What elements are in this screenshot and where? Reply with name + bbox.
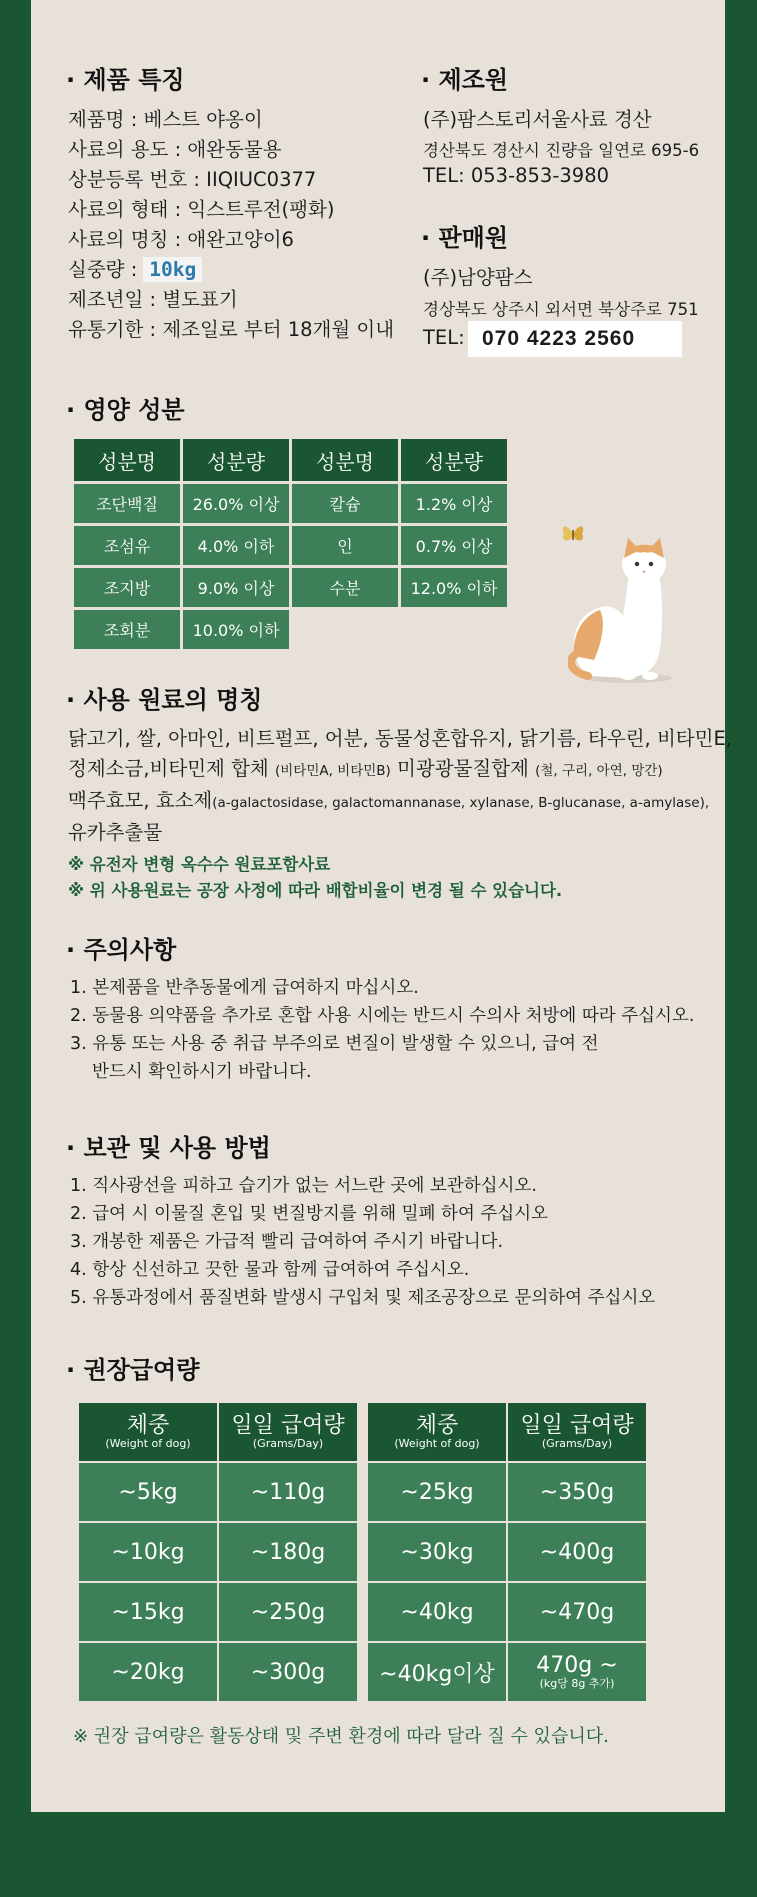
date-line: 제조년일 : 별도표기 [68,288,238,311]
nutrition-header: 성분명 [291,438,400,483]
seller-title: · 판매원 [421,224,509,252]
weight-label: 실중량 : [68,258,138,281]
nutrition-cell: 12.0% 이하 [400,567,509,609]
feeding-table-left [77,1401,359,1703]
feeding-header-text: 일일 급여량 [231,1413,345,1439]
caution-item: 반드시 확인하시기 바랍니다. [92,1062,312,1082]
storage-item: 4. 항상 신선하고 끗한 물과 함께 급여하여 주십시오. [70,1260,470,1280]
weight-line [68,254,394,284]
feeding-amount-cell: ~110g [218,1462,358,1522]
feeding-header-sub: (Grams/Day) [541,1437,613,1451]
feature-line: 사료의 형태 : 익스트루전(팽화) [68,198,335,221]
nutrition-cell: 칼슘 [291,483,400,525]
feeding-header-text: 체중 [415,1413,459,1439]
nutrition-title: · 영양 성분 [66,396,185,424]
seller-name: (주)남양팜스 [423,266,533,289]
feeding-amount-cell: ~180g [218,1522,358,1582]
caution-item: 1. 본제품을 반추동물에게 급여하지 마십시오. [70,978,419,998]
storage-list [70,1172,655,1312]
cautions-list [70,974,694,1086]
storage-item: 1. 직사광선을 피하고 습기가 없는 서느란 곳에 보관하십시오. [70,1176,537,1196]
ingredients-line [68,786,732,818]
feeding-title: · 권장급여량 [66,1356,200,1384]
storage-item: 5. 유통과정에서 품질변화 발생시 구입처 및 제조공장으로 문의하여 주십시오 [70,1288,656,1308]
manufacturer-title: · 제조원 [421,66,509,94]
seller-tel-box: 070 4223 2560 [468,321,682,357]
ingredients-line: 유카추출물 [68,821,163,844]
feeding-weight-cell: ~25kg [367,1462,507,1522]
ingredients-small-text: (철, 구리, 아연, 망간) [535,763,663,779]
feeding-weight-cell: ~20kg [78,1642,218,1702]
ingredients-block [68,724,732,904]
ingredients-small-text: (비타민A, 비타민B) [274,763,391,779]
nutrition-cell: 조지방 [73,567,182,609]
nutrition-empty-cell [291,609,400,651]
nutrition-cell: 10.0% 이하 [182,609,291,651]
feature-line: 상분등록 번호 : IIQIUC0377 [68,168,317,191]
features-list [68,104,394,344]
nutrition-cell: 26.0% 이상 [182,483,291,525]
caution-item: 3. 유통 또는 사용 중 취급 부주의로 변질이 발생할 수 있으니, 급여 전 [70,1034,599,1054]
feeding-header-weight [367,1402,507,1462]
storage-title: · 보관 및 사용 방법 [66,1134,271,1162]
features-title: · 제품 특징 [66,66,185,94]
ingredients-note: ※ 유전자 변형 옥수수 원료포함사료 [68,855,331,874]
nutrition-cell: 조단백질 [73,483,182,525]
feeding-header-daily [507,1402,647,1462]
feeding-weight-cell: ~30kg [367,1522,507,1582]
feeding-header-weight [78,1402,218,1462]
feeding-weight-cell: ~10kg [78,1522,218,1582]
nutrition-cell: 수분 [291,567,400,609]
feeding-header-sub: (Weight of dog) [105,1437,191,1451]
nutrition-cell: 조회분 [73,609,182,651]
feeding-note: ※ 권장 급여량은 활동상태 및 주변 환경에 따라 달라 질 수 있습니다. [73,1726,609,1747]
feeding-amount-text: 470g ~ [536,1652,618,1678]
ingredients-line: 닭고기, 쌀, 아마인, 비트펄프, 어분, 동물성혼합유지, 닭기름, 타우린, 비타민E, [68,727,732,750]
ingredients-text: 미광광물질합제 [390,757,536,780]
feeding-header-sub: (Weight of dog) [394,1437,480,1451]
feeding-header-text: 일일 급여량 [520,1413,634,1439]
caution-item: 2. 동물용 의약품을 추가로 혼합 사용 시에는 반드시 수의사 처방에 따라 주십시오. [70,1006,695,1026]
storage-item: 2. 급여 시 이물질 혼입 및 변질방지를 위해 밀폐 하여 주십시오 [70,1204,549,1224]
seller-tel-label: TEL: [423,326,465,349]
feeding-weight-cell: ~5kg [78,1462,218,1522]
nutrition-cell: 조섬유 [73,525,182,567]
weight-badge: 10kg [143,257,202,282]
manufacturer-address: 경산북도 경산시 진량읍 일연로 695-6 [423,141,700,160]
feature-line: 사료의 명칭 : 애완고양이6 [68,228,294,251]
feeding-amount-cell [507,1642,647,1702]
feeding-amount-cell: ~400g [507,1522,647,1582]
feeding-weight-cell: ~40kg [367,1582,507,1642]
nutrition-empty-cell [400,609,509,651]
ingredients-text: 맥주효모, 효소제 [68,789,213,812]
ingredients-text: 정제소금,비타민제 합체 [68,757,275,780]
ingredients-title: · 사용 원료의 명칭 [66,686,263,714]
feeding-header-text: 체중 [126,1413,170,1439]
expiry-line: 유통기한 : 제조일로 부터 18개월 이내 [68,318,395,341]
feeding-header-daily [218,1402,358,1462]
feeding-amount-cell: ~350g [507,1462,647,1522]
nutrition-header: 성분명 [73,438,182,483]
cat-illustration-icon [568,538,688,684]
feeding-header-sub: (Grams/Day) [252,1437,324,1451]
manufacturer-name: (주)팜스토리서울사료 경산 [423,108,652,131]
nutrition-table [71,436,510,652]
feeding-weight-cell: ~15kg [78,1582,218,1642]
storage-item: 3. 개봉한 제품은 가급적 빨리 급여하여 주시기 바랍니다. [70,1232,504,1252]
cautions-title: · 주의사항 [66,936,177,964]
feeding-extra-text: (kg당 8g 추가) [539,1677,615,1691]
feeding-weight-cell: ~40kg이상 [367,1642,507,1702]
feeding-amount-cell: ~300g [218,1642,358,1702]
nutrition-cell: 0.7% 이상 [400,525,509,567]
nutrition-header: 성분량 [400,438,509,483]
feeding-amount-cell: ~470g [507,1582,647,1642]
manufacturer-tel: TEL: 053-853-3980 [423,164,610,187]
feeding-amount-cell: ~250g [218,1582,358,1642]
ingredients-line [68,754,732,786]
seller-address: 경상북도 상주시 외서면 북상주로 751 [423,300,699,319]
nutrition-header: 성분량 [182,438,291,483]
feature-line: 사료의 용도 : 애완동물용 [68,138,282,161]
ingredients-small-text: (a-galactosidase, galactomannanase, xylanase, B-glucanase, a-amylase), [212,795,710,811]
ingredients-note: ※ 위 사용원료는 공장 사정에 따라 배합비율이 변경 될 수 있습니다. [68,881,563,900]
nutrition-cell: 4.0% 이하 [182,525,291,567]
nutrition-cell: 인 [291,525,400,567]
feature-line: 제품명 : 베스트 야옹이 [68,108,263,131]
nutrition-cell: 1.2% 이상 [400,483,509,525]
nutrition-cell: 9.0% 이상 [182,567,291,609]
feeding-table-right [366,1401,648,1703]
